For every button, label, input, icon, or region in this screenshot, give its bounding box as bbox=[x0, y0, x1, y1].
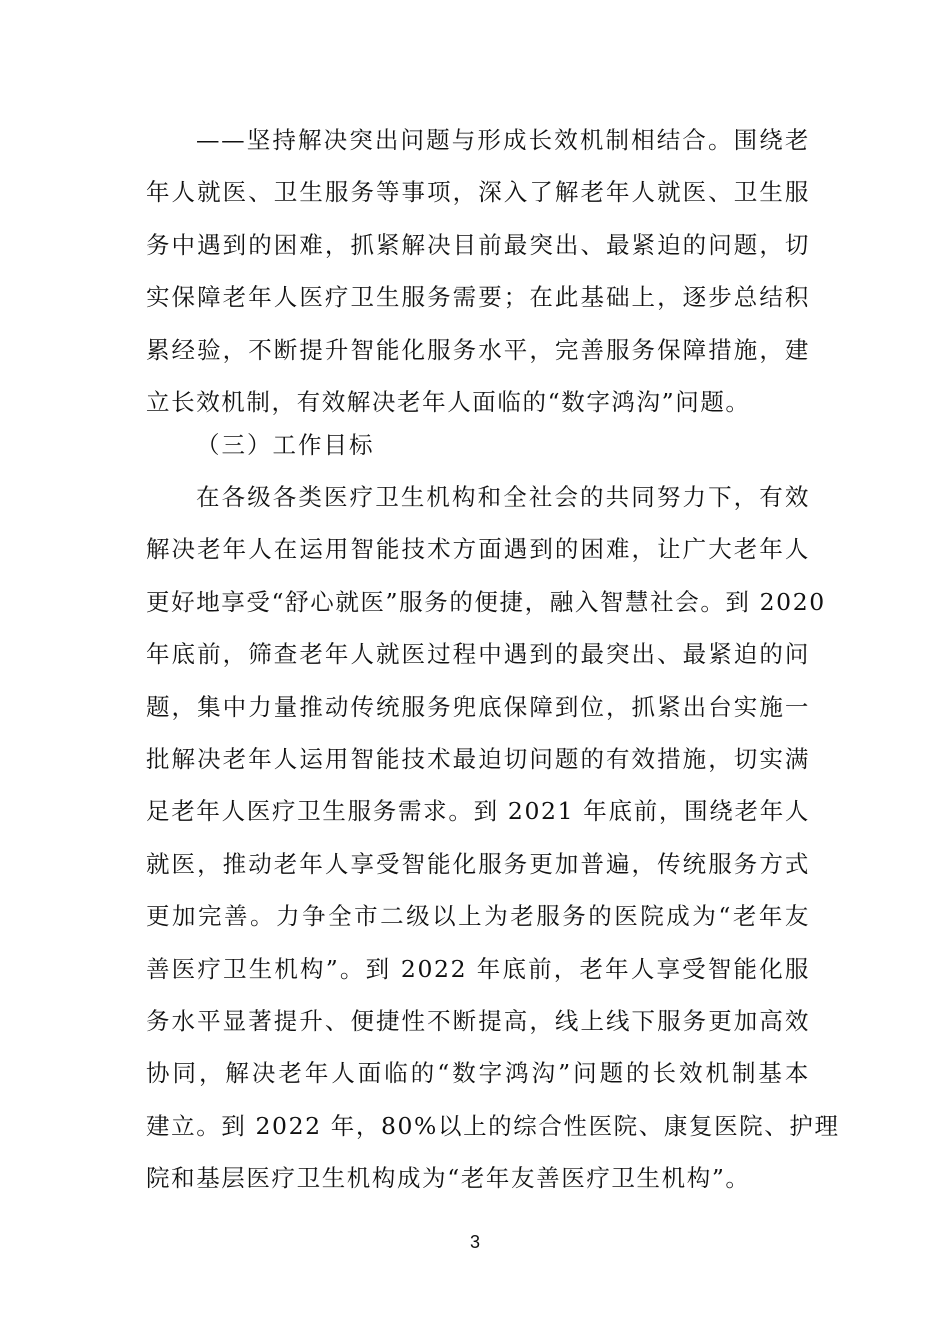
paragraph-line: 务中遇到的困难，抓紧解决目前最突出、最紧迫的问题，切 bbox=[146, 230, 810, 259]
paragraph-line: 足老年人医疗卫生服务需求。到 2021 年底前，围绕老年人 bbox=[146, 797, 810, 826]
paragraph-principle bbox=[146, 114, 810, 428]
paragraph-line: 累经验，不断提升智能化服务水平，完善服务保障措施，建 bbox=[146, 335, 810, 364]
paragraph-line: 立长效机制，有效解决老年人面临的“数字鸿沟”问题。 bbox=[146, 387, 751, 416]
paragraph-line: 年人就医、卫生服务等事项，深入了解老年人就医、卫生服 bbox=[146, 178, 810, 207]
paragraph-line: 善医疗卫生机构”。到 2022 年底前，老年人享受智能化服 bbox=[146, 954, 810, 983]
paragraph-line: 更好地享受“舒心就医”服务的便捷，融入智慧社会。到 2020 bbox=[146, 587, 826, 616]
paragraph-line: 务水平显著提升、便捷性不断提高，线上线下服务更加高效 bbox=[146, 1006, 810, 1035]
paragraph-line: 实保障老年人医疗卫生服务需要；在此基础上，逐步总结积 bbox=[146, 283, 810, 312]
paragraph-line: ——坚持解决突出问题与形成长效机制相结合。围绕老 bbox=[196, 126, 810, 154]
paragraph-line: 题，集中力量推动传统服务兜底保障到位，抓紧出台实施一 bbox=[146, 692, 810, 721]
paragraph-goals bbox=[146, 471, 840, 1204]
paragraph-line: 协同，解决老年人面临的“数字鸿沟”问题的长效机制基本 bbox=[146, 1059, 810, 1088]
paragraph-line: 批解决老年人运用智能技术最迫切问题的有效措施，切实满 bbox=[146, 744, 810, 773]
paragraph-line: 更加完善。力争全市二级以上为老服务的医院成为“老年友 bbox=[146, 902, 810, 931]
paragraph-line: 建立。到 2022 年，80%以上的综合性医院、康复医院、护理 bbox=[146, 1111, 840, 1140]
paragraph-line: 院和基层医疗卫生机构成为“老年友善医疗卫生机构”。 bbox=[146, 1164, 751, 1193]
section-heading: （三）工作目标 bbox=[196, 431, 375, 459]
paragraph-line: 在各级各类医疗卫生机构和全社会的共同努力下，有效 bbox=[196, 483, 810, 511]
paragraph-line: 年底前，筛查老年人就医过程中遇到的最突出、最紧迫的问 bbox=[146, 640, 810, 669]
paragraph-line: 解决老年人在运用智能技术方面遇到的困难，让广大老年人 bbox=[146, 535, 810, 564]
page-number: 3 bbox=[469, 1232, 480, 1252]
paragraph-line: 就医，推动老年人享受智能化服务更加普遍，传统服务方式 bbox=[146, 849, 810, 878]
